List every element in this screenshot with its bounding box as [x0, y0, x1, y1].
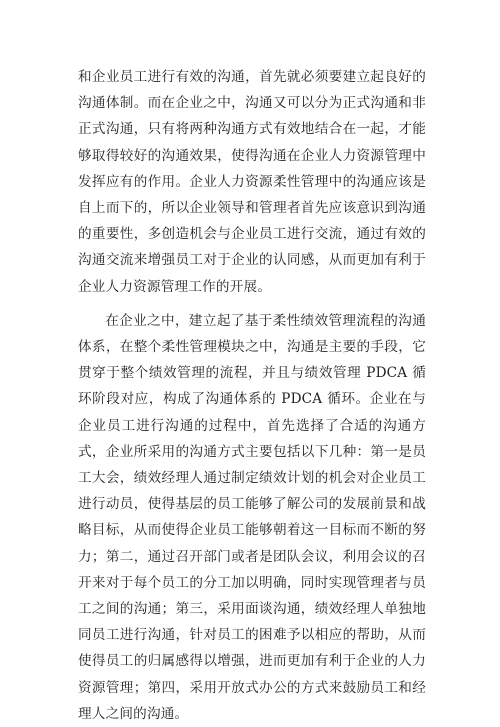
- paragraph-2: 在企业之中，建立起了基于柔性绩效管理流程的沟通体系，在整个柔性管理模块之中，沟通是主要的手段，它贯穿于整个绩效管理的流程，并且与绩效管理 PDCA 循环阶段对应，构成了沟通体系的 PDCA 循环。企业在与企业员工进行沟通的过程中，首先选择了合适的沟通方式，企业所采用的沟通方式主要包括以下几种：第一是员工大会，绩效经理人通过制定绩效计划的机会对企业员工进行动员，使得基层的员工能够了解公司的发展前景和战略目标，从而使得企业员工能够朝着这一目标而不断的努力；第二，通过召开部门或者是团队会议，利用会议的召开来对于每个员工的分工加以明确，同时实现管理者与员工之间的沟通；第三，采用面谈沟通，绩效经理人单独地同员工进行沟通，针对员工的困难予以相应的帮助，从而使得员工的归属感得以增强，进而更加有利于企业的人力资源管理；第四，采用开放式办公的方式来鼓励员工和经理人之间的沟通。: [78, 312, 426, 722]
- paragraph-1: 和企业员工进行有效的沟通，首先就必须要建立起良好的沟通体制。而在企业之中，沟通又可以分为正式沟通和非正式沟通，只有将两种沟通方式有效地结合在一起，才能够取得较好的沟通效果，使得沟通在企业人力资源管理中发挥应有的作用。企业人力资源柔性管理中的沟通应该是自上而下的，所以企业领导和管理者首先应该意识到沟通的重要性，多创造机会与企业员工进行交流，通过有效的沟通交流来增强员工对于企业的认同感，从而更加有利于企业人力资源管理工作的开展。: [78, 69, 426, 295]
- document-body: [78, 64, 426, 727]
